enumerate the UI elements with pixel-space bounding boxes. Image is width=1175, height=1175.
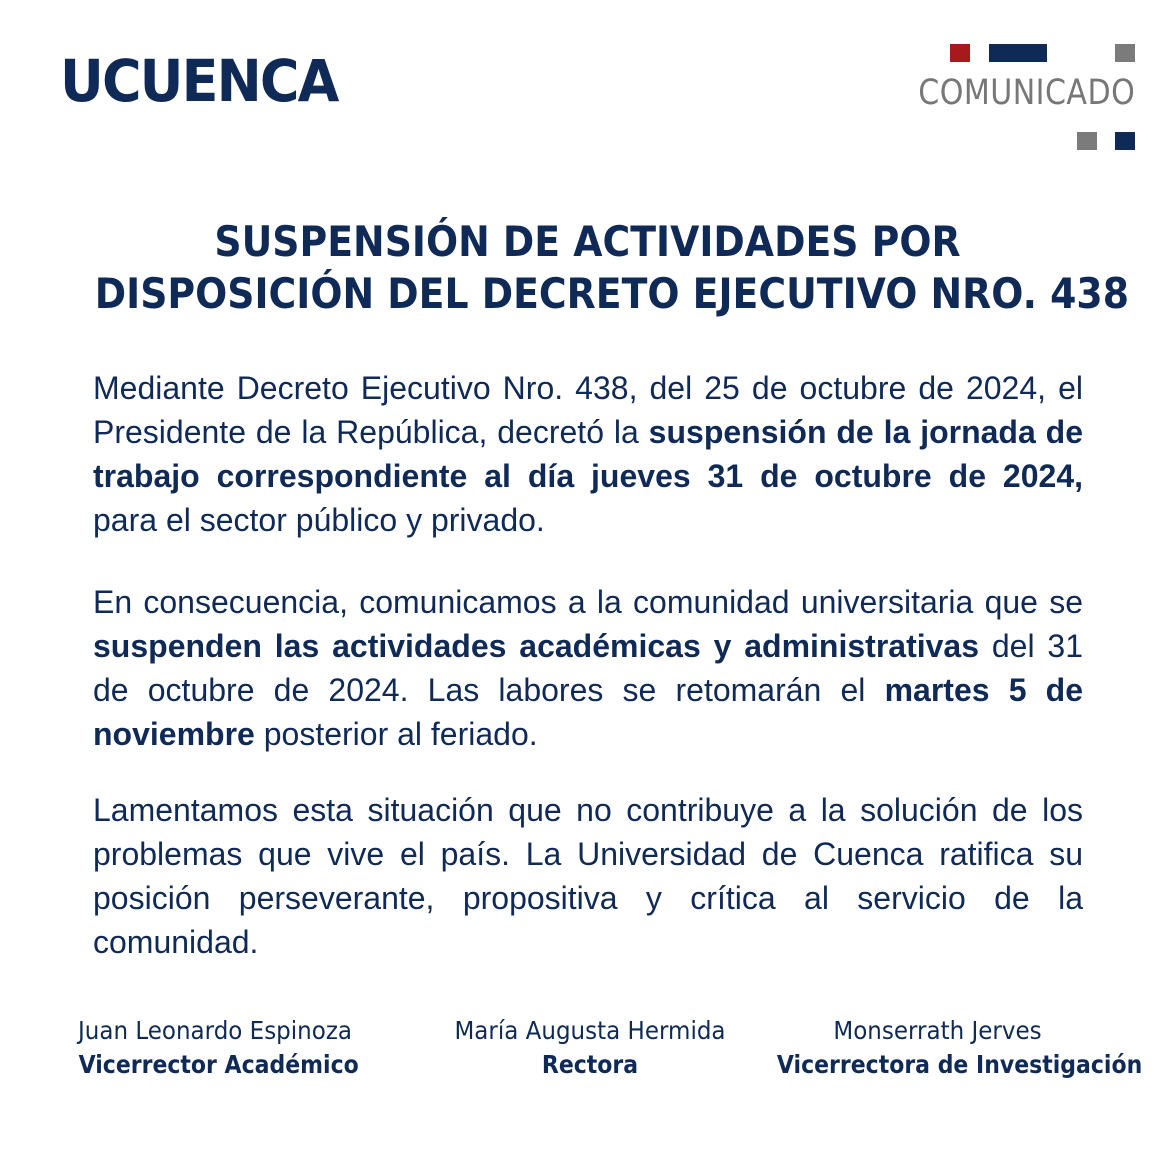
- signatory-name: Monserrath Jerves: [833, 1016, 1042, 1045]
- decor-bar-navy: [989, 44, 1047, 62]
- paragraph-consequence-bold-1: suspenden las actividades académicas y administrativas: [93, 628, 980, 664]
- paragraph-consequence-middle: del 31 de octubre de 2024. Las labores se retomarán el: [93, 628, 1084, 708]
- signatory-role: Vicerrectora de Investigación: [776, 1050, 1143, 1079]
- signatory-3: [755, 1014, 1143, 1082]
- ucuenca-logo: UCUENCA: [60, 47, 338, 115]
- signatory-name: María Augusta Hermida: [454, 1016, 726, 1045]
- paragraph-decree-bold: suspensión de la jornada de trabajo correspondiente al día jueves 31 de octubre de 2024,: [93, 414, 1083, 494]
- page-title: [40, 216, 1135, 320]
- signatory-role: Rectora: [541, 1050, 639, 1079]
- paragraph-decree-intro: Mediante Decreto Ejecutivo Nro. 438, del 25 de octubre de 2024, el Presidente de la República, decretó la: [93, 370, 1083, 450]
- paragraph-consequence-intro: En consecuencia, comunicamos a la comunidad universitaria que se: [93, 584, 1083, 620]
- paragraph-statement-text: Lamentamos esta situación que no contribuye a la solución de los problemas que vive el país. La Universidad de Cuenca ratifica su posición perseverante, propositiva y crítica al servicio de la comunidad.: [93, 792, 1083, 960]
- decor-square-navy-bottom: [1115, 132, 1135, 150]
- comunicado-badge: [890, 44, 1135, 152]
- paragraph-consequence: [93, 580, 1083, 756]
- decor-square-gray: [1115, 44, 1135, 62]
- signatory-role: Vicerrector Académico: [78, 1050, 359, 1079]
- paragraph-decree-outro: para el sector público y privado.: [93, 502, 545, 538]
- title-line-2: DISPOSICIÓN DEL DECRETO EJECUTIVO NRO. 438: [94, 269, 1130, 318]
- signatory-1: [60, 1014, 370, 1082]
- badge-label: COMUNICADO: [918, 73, 1135, 113]
- decor-square-red: [950, 44, 970, 62]
- title-line-1: SUSPENSIÓN DE ACTIVIDADES POR: [214, 217, 961, 266]
- signatory-2: [440, 1014, 740, 1082]
- paragraph-consequence-bold-2: martes 5 de noviembre: [93, 672, 1084, 752]
- decor-square-gray-bottom: [1077, 132, 1097, 150]
- paragraph-consequence-outro: posterior al feriado.: [254, 716, 538, 752]
- paragraph-statement: [93, 788, 1083, 964]
- signatory-name: Juan Leonardo Espinoza: [77, 1016, 352, 1045]
- paragraph-decree: [93, 366, 1083, 542]
